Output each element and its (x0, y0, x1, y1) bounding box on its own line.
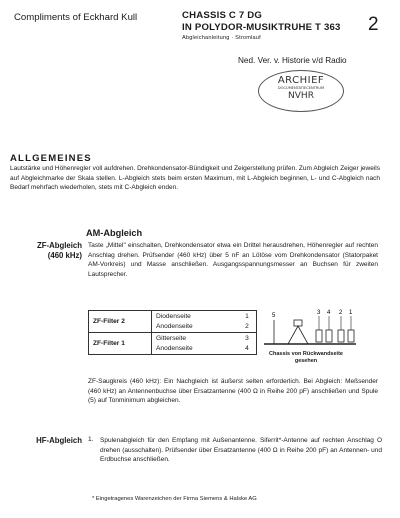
filter-side: Anodenseite (156, 344, 193, 352)
dial-knob (294, 320, 302, 326)
section-heading-allgemeines: ALLGEMEINES (10, 153, 92, 164)
page-number: 2 (368, 14, 379, 35)
stamp-top-text: ARCHIEF (277, 75, 325, 86)
stamp-bottom-text: NVHR (288, 91, 314, 101)
filter-side: Diodenseite (156, 313, 191, 320)
filter-sides (152, 311, 239, 333)
table-row (89, 311, 257, 333)
diagram-label: 1 (349, 310, 353, 316)
zf-label-line1: ZF-Abgleich (36, 241, 82, 250)
hf-step-number: 1. (88, 436, 94, 443)
filter-number: 1 (245, 313, 249, 320)
footnote: * Eingetragenes Warenzeichen der Firma Siemens & Halske AG (92, 496, 257, 502)
filter-can-2 (326, 330, 332, 342)
diagram-label: 4 (327, 310, 331, 316)
filter-sides (152, 333, 239, 355)
stamp-mid-text: DOCUMENTATIECENTRUM (277, 86, 325, 90)
archive-stamp (258, 70, 344, 112)
archive-note: Ned. Ver. v. Historie v/d Radio (238, 56, 347, 65)
chassis-caption: Chassis von Rückwandseite gesehen (269, 351, 343, 364)
zf-filter-table (88, 310, 257, 355)
table-row (89, 333, 257, 355)
filter-can-1 (316, 330, 322, 342)
chassis-diagram (262, 306, 358, 352)
paragraph-zf: Taste „Mittel" einschalten, Drehkondensator etwa ein Drittel herausdrehen, Höhenregler auf rechten Anschlag drehen. Prüfsender (460 kHz) über 5 nF an Lötöse vom Drehkondensator (Statorpaket AM-Vorkreis) und Masse anschließen. Ausgangsspannungsmesser an Buchsen für zweiten Lautsprecher. (88, 242, 378, 278)
filter-numbers (238, 333, 257, 355)
compliments-text: Compliments of Eckhard Kull (14, 12, 138, 23)
filter-number: 2 (245, 322, 249, 330)
filter-side: Anodenseite (156, 322, 193, 330)
section-heading-am: AM-Abgleich (86, 228, 143, 238)
diagram-label: 3 (317, 310, 321, 316)
chassis-title-line2: IN POLYDOR-MUSIKTRUHE T 363 (182, 22, 341, 33)
chassis-title-line1: CHASSIS C 7 DG (182, 10, 263, 21)
dial-shape (288, 326, 308, 344)
chassis-subtitle: Abgleichanleitung · Stromlauf (182, 35, 261, 41)
filter-number: 4 (245, 344, 249, 352)
filter-can-4 (348, 330, 354, 342)
diagram-label: 5 (272, 313, 276, 319)
filter-name: ZF-Filter 1 (89, 333, 152, 355)
hf-label: HF-Abgleich (36, 436, 82, 445)
zf-label-line2: (460 kHz) (47, 250, 82, 260)
filter-side: Gitterseite (156, 335, 187, 342)
filter-numbers (238, 311, 257, 333)
paragraph-saugkreis: ZF-Saugkreis (460 kHz): Ein Nachgleich ist äußerst selten erforderlich. Bei Abgleich: Meßsender (460 kHz) an Antennenbuchse über Ersatzantenne (400 Ω in Reihe 200 pF) anschließen und Spule (5) auf Tonminimum abgleichen. (88, 378, 378, 405)
zf-label (8, 241, 82, 260)
diagram-label: 2 (339, 310, 343, 316)
chassis-title (182, 10, 341, 43)
filter-can-3 (338, 330, 344, 342)
filter-name: ZF-Filter 2 (89, 311, 152, 333)
filter-number: 3 (245, 335, 249, 342)
paragraph-allgemeines: Lautstärke und Höhenregler voll aufdrehen. Drehkondensator-Bündigkeit und Zeigerstellung prüfen. Zum Abgleich Zeiger jeweils auf Abgleichmarke der Skala stellen. L-Abgleich stets beim ersten Maximum, mit L-Abgleich beginnen, L- und C-Abgleich nach Bedarf mehrfach wiederholen, stets mit C-Abgleich enden. (10, 165, 380, 192)
paragraph-hf: Spulenabgleich für den Empfang mit Außenantenne. Siferrit*-Antenne auf rechten Anschlag O drehen (ausschalten). Prüfsender über Ersatzantenne (400 Ω in Reihe 200 pF) an Antennen- und Erdbuchse anschließen. (100, 437, 382, 464)
